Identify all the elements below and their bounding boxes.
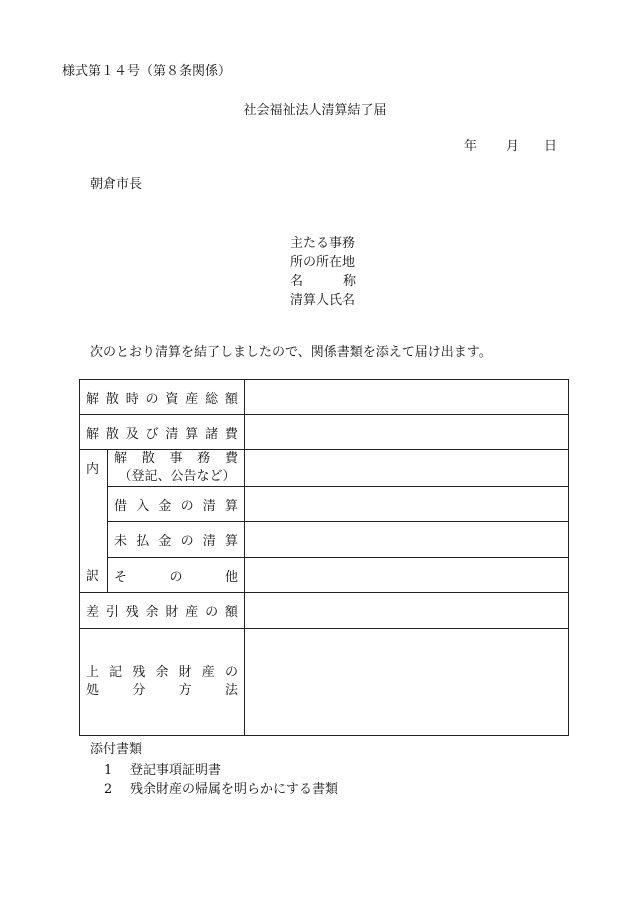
dissolution-affairs-label: 解 散 事 務 費 （登記、公告など） — [108, 450, 245, 487]
other-label: そ の 他 — [108, 558, 245, 593]
attachment-item: 2 残余財産の帰属を明らかにする書類 — [104, 782, 339, 797]
breakdown-label-bottom: 訳 — [86, 569, 100, 584]
office-address-label-1: 主たる事務 — [290, 236, 356, 251]
liquidator-name-label: 清算人氏名 — [290, 293, 356, 308]
residual-label: 差 引 残 余 財 産 の 額 — [80, 593, 245, 629]
borrowings-label: 借 入 金 の 清 算 — [108, 487, 245, 522]
attachment-item: 1 登記事項証明書 — [104, 763, 222, 778]
residual-value[interactable] — [245, 593, 569, 629]
form-number: 様式第１４号（第８条関係） — [62, 64, 232, 79]
breakdown-label-top: 内 — [86, 462, 100, 477]
dissolution-note: （登記、公告など） — [118, 469, 236, 484]
date-year-label: 年 — [464, 139, 478, 154]
dissolution-affairs-value[interactable] — [245, 450, 569, 487]
document-title: 社会福祉法人清算結了届 — [243, 103, 387, 118]
total-assets-value[interactable] — [245, 380, 569, 415]
attachments-title: 添付書類 — [90, 742, 143, 757]
applicant-block — [290, 234, 370, 310]
breakdown-label — [80, 450, 108, 593]
unpaid-label: 未 払 金 の 清 算 — [108, 522, 245, 558]
unpaid-value[interactable] — [245, 522, 569, 558]
addressee: 朝倉市長 — [90, 177, 143, 192]
other-value[interactable] — [245, 558, 569, 593]
date-month-label: 月 — [506, 139, 520, 154]
date-day-label: 日 — [544, 139, 558, 154]
name-label: 名 称 — [290, 274, 356, 289]
disposal-method-value[interactable] — [245, 629, 569, 736]
total-assets-label: 解 散 時 の 資 産 総 額 — [80, 380, 245, 415]
office-address-label-2: 所の所在地 — [290, 255, 356, 270]
disposal-method-label: 上 記 残 余 財 産 の 処 分 方 法 — [80, 629, 245, 736]
borrowings-value[interactable] — [245, 487, 569, 522]
expenses-label: 解 散 及 び 清 算 諸 費 — [80, 415, 245, 450]
liquidation-table — [79, 379, 568, 734]
body-text: 次のとおり清算を結了しましたので、関係書類を添えて届け出ます。 — [90, 345, 492, 360]
expenses-value[interactable] — [245, 415, 569, 450]
